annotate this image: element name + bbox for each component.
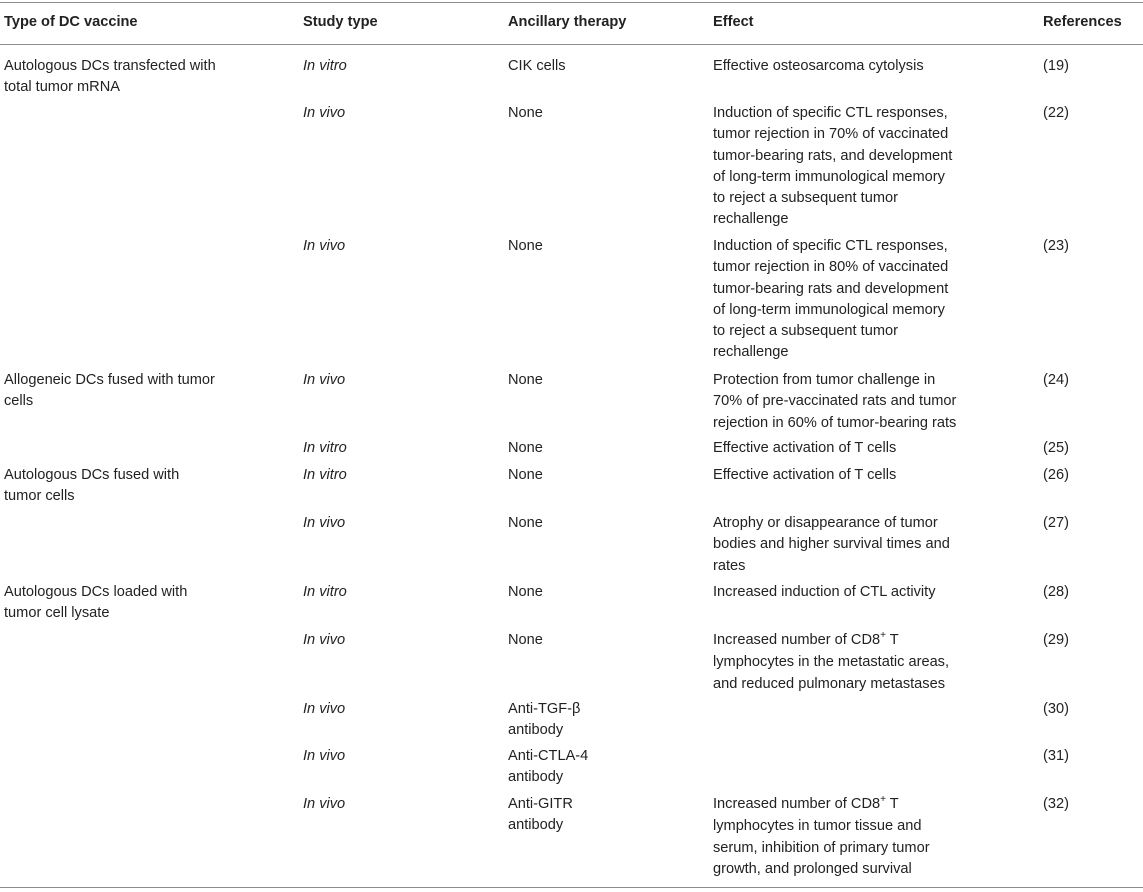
cell-reference: (29) bbox=[1043, 632, 1069, 648]
header-study-type: Study type bbox=[303, 14, 378, 30]
cell-effect: Effective osteosarcoma cytolysis bbox=[713, 58, 924, 74]
cell-study-type: In vitro bbox=[303, 440, 347, 456]
cell-effect bbox=[713, 630, 983, 695]
cell-reference: (32) bbox=[1043, 796, 1069, 812]
effect-text-end: T lymphocytes in the metastatic areas, and reduced pulmonary metastases bbox=[713, 632, 950, 692]
cell-effect: Effective activation of T cells bbox=[713, 467, 897, 483]
cell-type: Allogeneic DCs fused with tumor cells bbox=[4, 372, 215, 410]
cell-reference: (24) bbox=[1043, 372, 1069, 388]
cell-reference: (26) bbox=[1043, 467, 1069, 483]
cell-therapy: None bbox=[508, 632, 543, 648]
cell-therapy: None bbox=[508, 372, 543, 388]
cell-type: Autologous DCs loaded with tumor cell lysate bbox=[4, 584, 188, 622]
cell-therapy: Anti-GITR antibody bbox=[508, 796, 573, 834]
cell-reference: (23) bbox=[1043, 238, 1069, 254]
cell-effect bbox=[713, 794, 983, 880]
cell-therapy: None bbox=[508, 440, 543, 456]
cell-therapy: None bbox=[508, 467, 543, 483]
cell-therapy: Anti-CTLA-4 antibody bbox=[508, 748, 589, 786]
cell-reference: (28) bbox=[1043, 584, 1069, 600]
table-bottom-rule bbox=[0, 887, 1143, 888]
cell-effect: Protection from tumor challenge in 70% of pre-vaccinated rats and tumor rejection in 60% of tumor-bearing rats bbox=[713, 372, 957, 431]
effect-text-start: Increased number of CD8 bbox=[713, 632, 881, 648]
cell-type: Autologous DCs transfected with total tumor mRNA bbox=[4, 58, 216, 96]
cell-study-type: In vitro bbox=[303, 467, 347, 483]
cell-study-type: In vivo bbox=[303, 515, 346, 531]
cell-therapy: None bbox=[508, 515, 543, 531]
cell-effect: Increased induction of CTL activity bbox=[713, 584, 936, 600]
cell-study-type: In vitro bbox=[303, 58, 347, 74]
cell-effect: Induction of specific CTL responses, tumor rejection in 80% of vaccinated tumor-bearing rats and development of long-term immunological memory to reject a subsequent tumor rechallenge bbox=[713, 238, 949, 361]
cell-study-type: In vivo bbox=[303, 748, 346, 764]
cell-effect: Induction of specific CTL responses, tumor rejection in 70% of vaccinated tumor-bearing rats, and development of long-term immunological memory to reject a subsequent tumor rechallenge bbox=[713, 105, 953, 228]
cell-study-type: In vivo bbox=[303, 796, 346, 812]
superscript-plus: + bbox=[880, 794, 886, 805]
cell-reference: (27) bbox=[1043, 515, 1069, 531]
cell-effect: Effective activation of T cells bbox=[713, 440, 897, 456]
cell-therapy: None bbox=[508, 584, 543, 600]
header-references: References bbox=[1043, 14, 1122, 30]
superscript-plus: + bbox=[880, 630, 886, 641]
effect-text-start: Increased number of CD8 bbox=[713, 796, 881, 812]
cell-study-type: In vivo bbox=[303, 372, 346, 388]
cell-study-type: In vivo bbox=[303, 238, 346, 254]
cell-reference: (31) bbox=[1043, 748, 1069, 764]
cell-reference: (22) bbox=[1043, 105, 1069, 121]
header-type: Type of DC vaccine bbox=[4, 14, 138, 30]
header-ancillary-therapy: Ancillary therapy bbox=[508, 14, 627, 30]
header-rule bbox=[0, 44, 1143, 45]
cell-study-type: In vivo bbox=[303, 632, 346, 648]
cell-reference: (30) bbox=[1043, 701, 1069, 717]
cell-study-type: In vivo bbox=[303, 105, 346, 121]
header-effect: Effect bbox=[713, 14, 754, 30]
cell-therapy: None bbox=[508, 238, 543, 254]
table-top-rule bbox=[0, 2, 1143, 3]
cell-reference: (25) bbox=[1043, 440, 1069, 456]
cell-type: Autologous DCs fused with tumor cells bbox=[4, 467, 180, 505]
cell-reference: (19) bbox=[1043, 58, 1069, 74]
cell-therapy: CIK cells bbox=[508, 58, 566, 74]
cell-study-type: In vivo bbox=[303, 701, 346, 717]
cell-effect: Atrophy or disappearance of tumor bodies and higher survival times and rates bbox=[713, 515, 950, 574]
effect-text-end: T lymphocytes in tumor tissue and serum, inhibition of primary tumor growth, and prolonged survival bbox=[713, 796, 930, 877]
cell-study-type: In vitro bbox=[303, 584, 347, 600]
cell-therapy: Anti-TGF-β antibody bbox=[508, 701, 581, 739]
cell-therapy: None bbox=[508, 105, 543, 121]
